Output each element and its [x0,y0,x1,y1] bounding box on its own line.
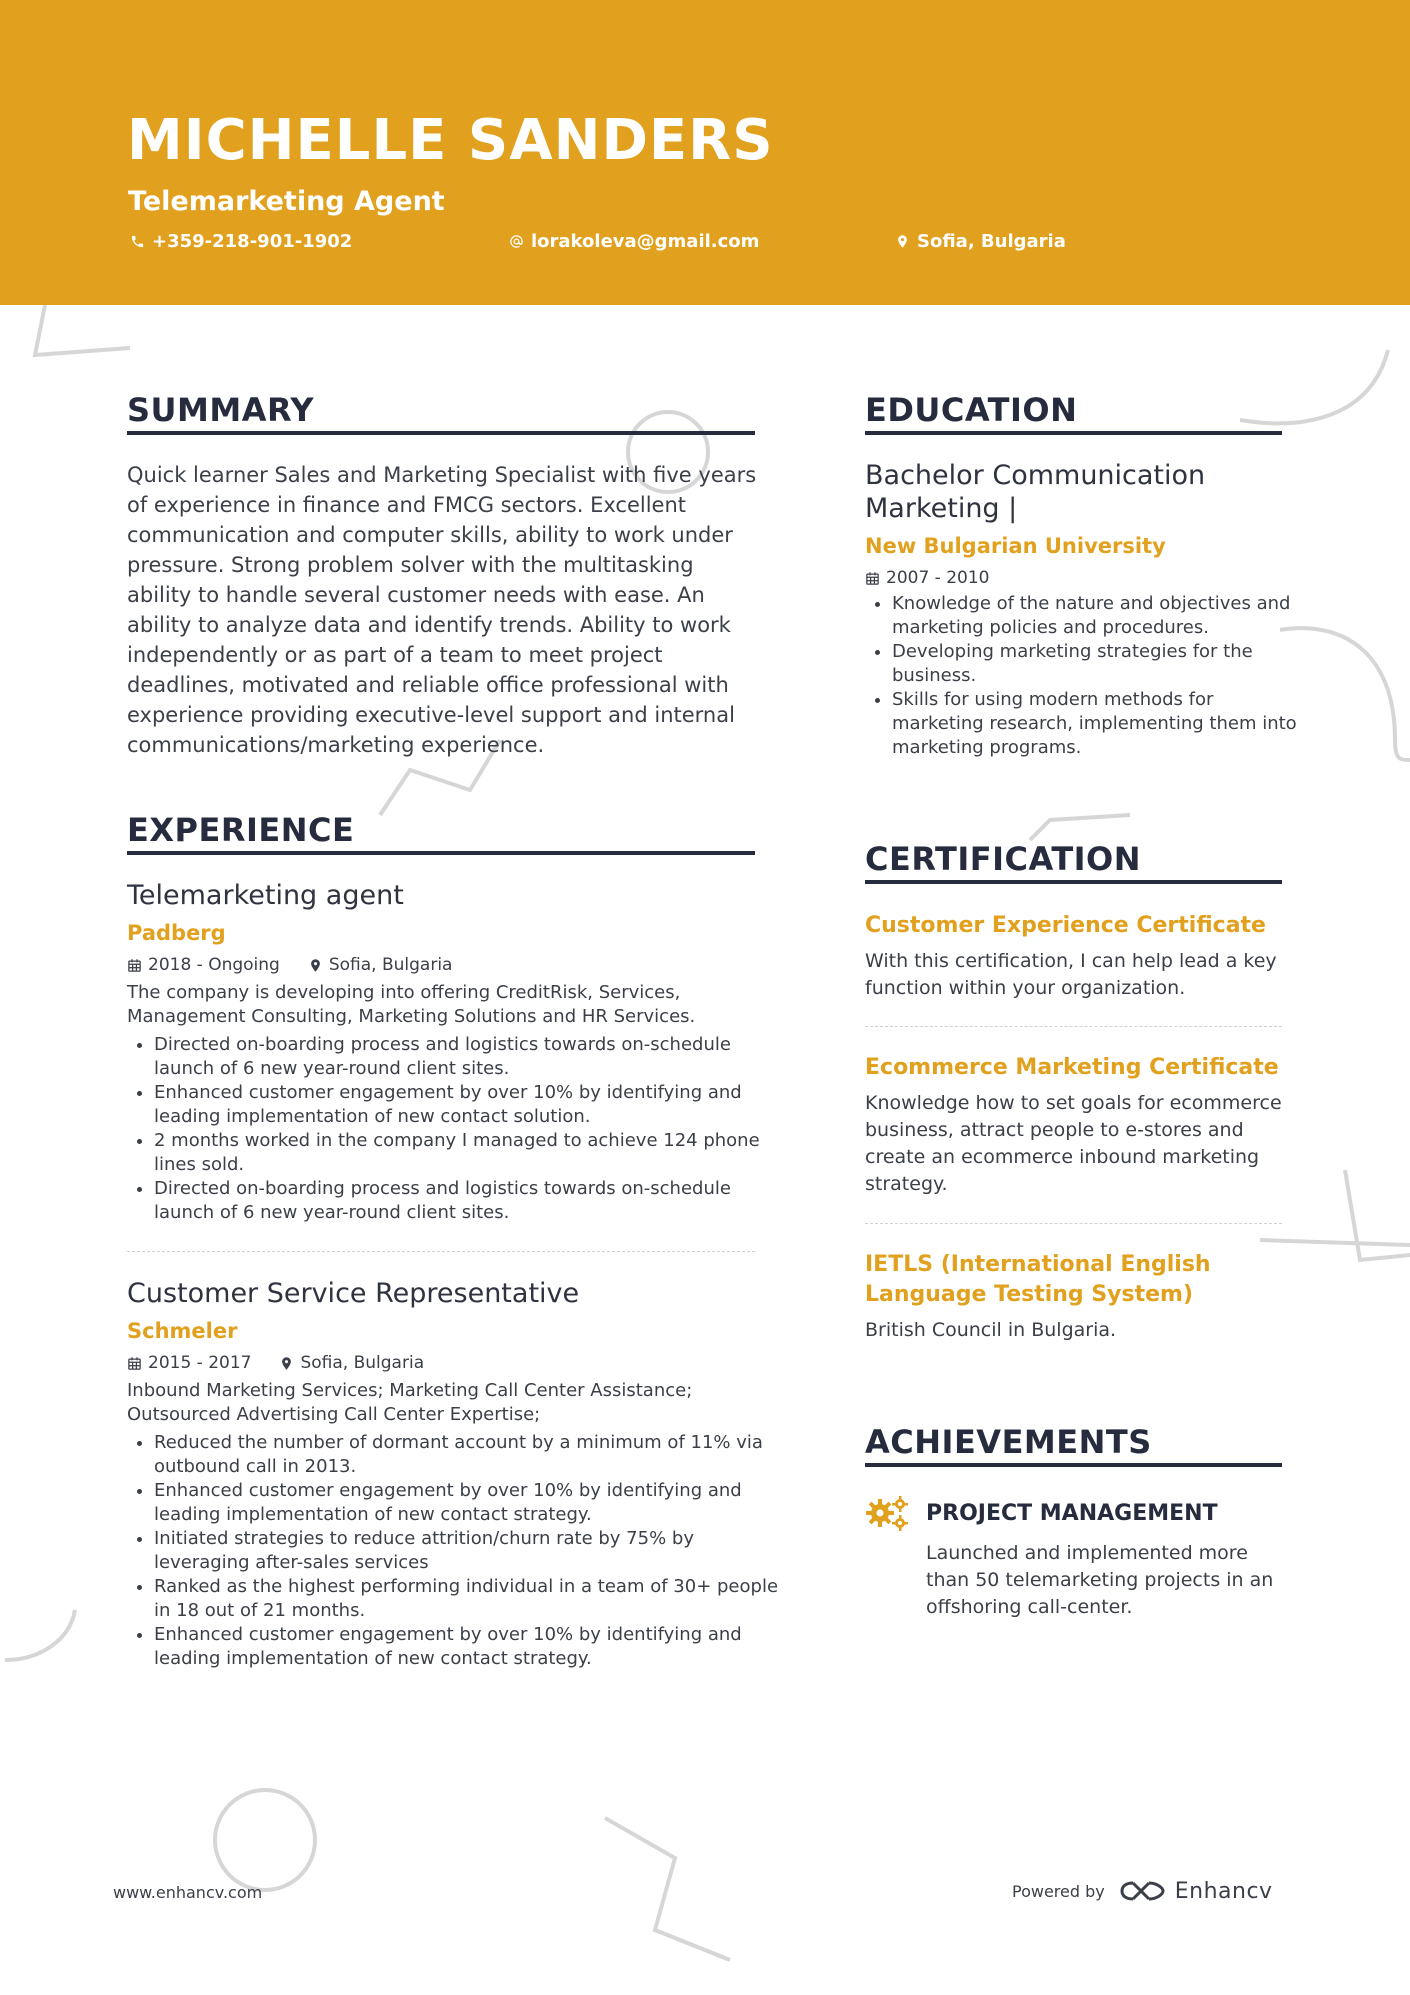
phone-icon [130,234,145,249]
map-pin-icon [279,1356,294,1371]
list-item: • Ranked as the highest performing individual in a team of 30+ people in 18 out of 21 months. [154,1575,790,1623]
education-bullets [865,592,1300,760]
phone-text: +359-218-901-1902 [152,231,353,252]
location-text: Sofia, Bulgaria [917,231,1066,252]
list-item: • 2 months worked in the company I managed to achieve 124 phone lines sold. [154,1129,790,1177]
email-text: lorakoleva@gmail.com [531,231,760,252]
job-description: The company is developing into offering CreditRisk, Services, Management Consulting, Marketing Solutions and HR Services. [127,982,696,1027]
list-item: • Initiated strategies to reduce attrition/churn rate by 75% by leveraging after-sales services [154,1527,790,1575]
certificate-description: British Council in Bulgaria. [865,1319,1117,1341]
at-icon [509,234,524,249]
achievements-heading: ACHIEVEMENTS [865,1423,1152,1461]
summary-text: Quick learner Sales and Marketing Specialist with five years of experience in finance and FMCG sectors. Excellent communication and computer skills, ability to work under pressure. Strong problem solver with the multitasking ability to handle several customer needs with ease. An ability to analyze data and identify trends. Ability to work independently or as part of a team to meet project deadlines, motivated and reliable office professional with experience providing executive-level support and internal communications/marketing experience. [127,463,757,757]
education-school: New Bulgarian University [865,534,1166,558]
list-item: • Enhanced customer engagement by over 10% by identifying and leading implementation of new contact strategy. [154,1479,790,1527]
education-rule [865,431,1282,435]
job-bullets [127,1033,790,1225]
list-item: • Skills for using modern methods for marketing research, implementing them into marketing programs. [892,688,1300,760]
education-meta [865,568,1017,588]
list-item: • Enhanced customer engagement by over 10% by identifying and leading implementation of new contact solution. [154,1081,790,1129]
divider [865,1026,1282,1027]
job-dates [127,955,280,975]
divider [127,1251,755,1252]
education-degree: Bachelor Communication Marketing | [865,460,1206,524]
map-pin-icon [895,234,910,249]
list-item: • Reduced the number of dormant account by a minimum of 11% via outbound call in 2013. [154,1431,790,1479]
experience-heading: EXPERIENCE [127,811,355,849]
job-title: Telemarketing agent [127,880,404,911]
job-bullets [127,1431,790,1671]
experience-rule [127,851,755,855]
contact-location [895,231,1066,252]
job-location [279,1353,424,1373]
job-meta [127,955,480,975]
certification-rule [865,880,1282,884]
summary-rule [127,431,755,435]
job-title: Customer Service Representative [127,1278,580,1309]
job-location-text: Sofia, Bulgaria [300,1353,425,1373]
job-dates-text: 2015 - 2017 [148,1353,252,1373]
calendar-icon [127,1356,142,1371]
list-item: • Developing marketing strategies for the business. [892,640,1300,688]
certificate-name: IETLS (International English Language Testing System) [865,1252,1211,1307]
job-meta [127,1353,452,1373]
certificate-name: Ecommerce Marketing Certificate [865,1055,1279,1080]
powered-by-label: Powered by [1012,1881,1105,1901]
list-item: • Enhanced customer engagement by over 10% by identifying and leading implementation of new contact strategy. [154,1623,790,1671]
certificate-description: Knowledge how to set goals for ecommerce business, attract people to e-stores and create an ecommerce inbound marketing strategy. [865,1092,1282,1195]
job-company: Schmeler [127,1319,238,1343]
list-item: • Knowledge of the nature and objectives and marketing policies and procedures. [892,592,1300,640]
education-heading: EDUCATION [865,391,1078,429]
education-dates [865,568,989,588]
job-dates [127,1353,251,1373]
footer-website[interactable]: www.enhancv.com [113,1883,263,1902]
divider [865,1223,1282,1224]
gears-icon [866,1494,910,1532]
achievement-description: Launched and implemented more than 50 telemarketing projects in an offshoring call-center. [926,1542,1274,1618]
candidate-role: Telemarketing Agent [128,186,445,217]
education-dates-text: 2007 - 2010 [886,568,990,588]
footer-powered-by [1012,1878,1273,1904]
brand-name: Enhancv [1174,1878,1273,1904]
list-item: • Directed on-boarding process and logistics towards on-schedule launch of 6 new year-round client sites. [154,1033,790,1081]
certificate-name: Customer Experience Certificate [865,913,1266,938]
map-pin-icon [308,958,323,973]
enhancv-logo-icon [1119,1878,1167,1904]
contact-email[interactable] [509,231,759,252]
achievement-name: PROJECT MANAGEMENT [926,1501,1218,1526]
job-company: Padberg [127,921,226,945]
candidate-name: MICHELLE SANDERS [127,108,774,173]
job-description: Inbound Marketing Services; Marketing Call Center Assistance; Outsourced Advertising Call Center Expertise; [127,1380,693,1425]
certification-heading: CERTIFICATION [865,840,1142,878]
summary-heading: SUMMARY [127,391,315,429]
job-location-text: Sofia, Bulgaria [328,955,453,975]
calendar-icon [865,571,880,586]
job-location [308,955,453,975]
list-item: • Directed on-boarding process and logistics towards on-schedule launch of 6 new year-round client sites. [154,1177,790,1225]
achievements-rule [865,1463,1282,1467]
resume-header [0,0,1410,305]
job-dates-text: 2018 - Ongoing [148,955,280,975]
calendar-icon [127,958,142,973]
enhancv-logo[interactable] [1119,1878,1273,1904]
certificate-description: With this certification, I can help lead a key function within your organization. [865,950,1277,999]
contact-phone[interactable] [130,231,352,252]
